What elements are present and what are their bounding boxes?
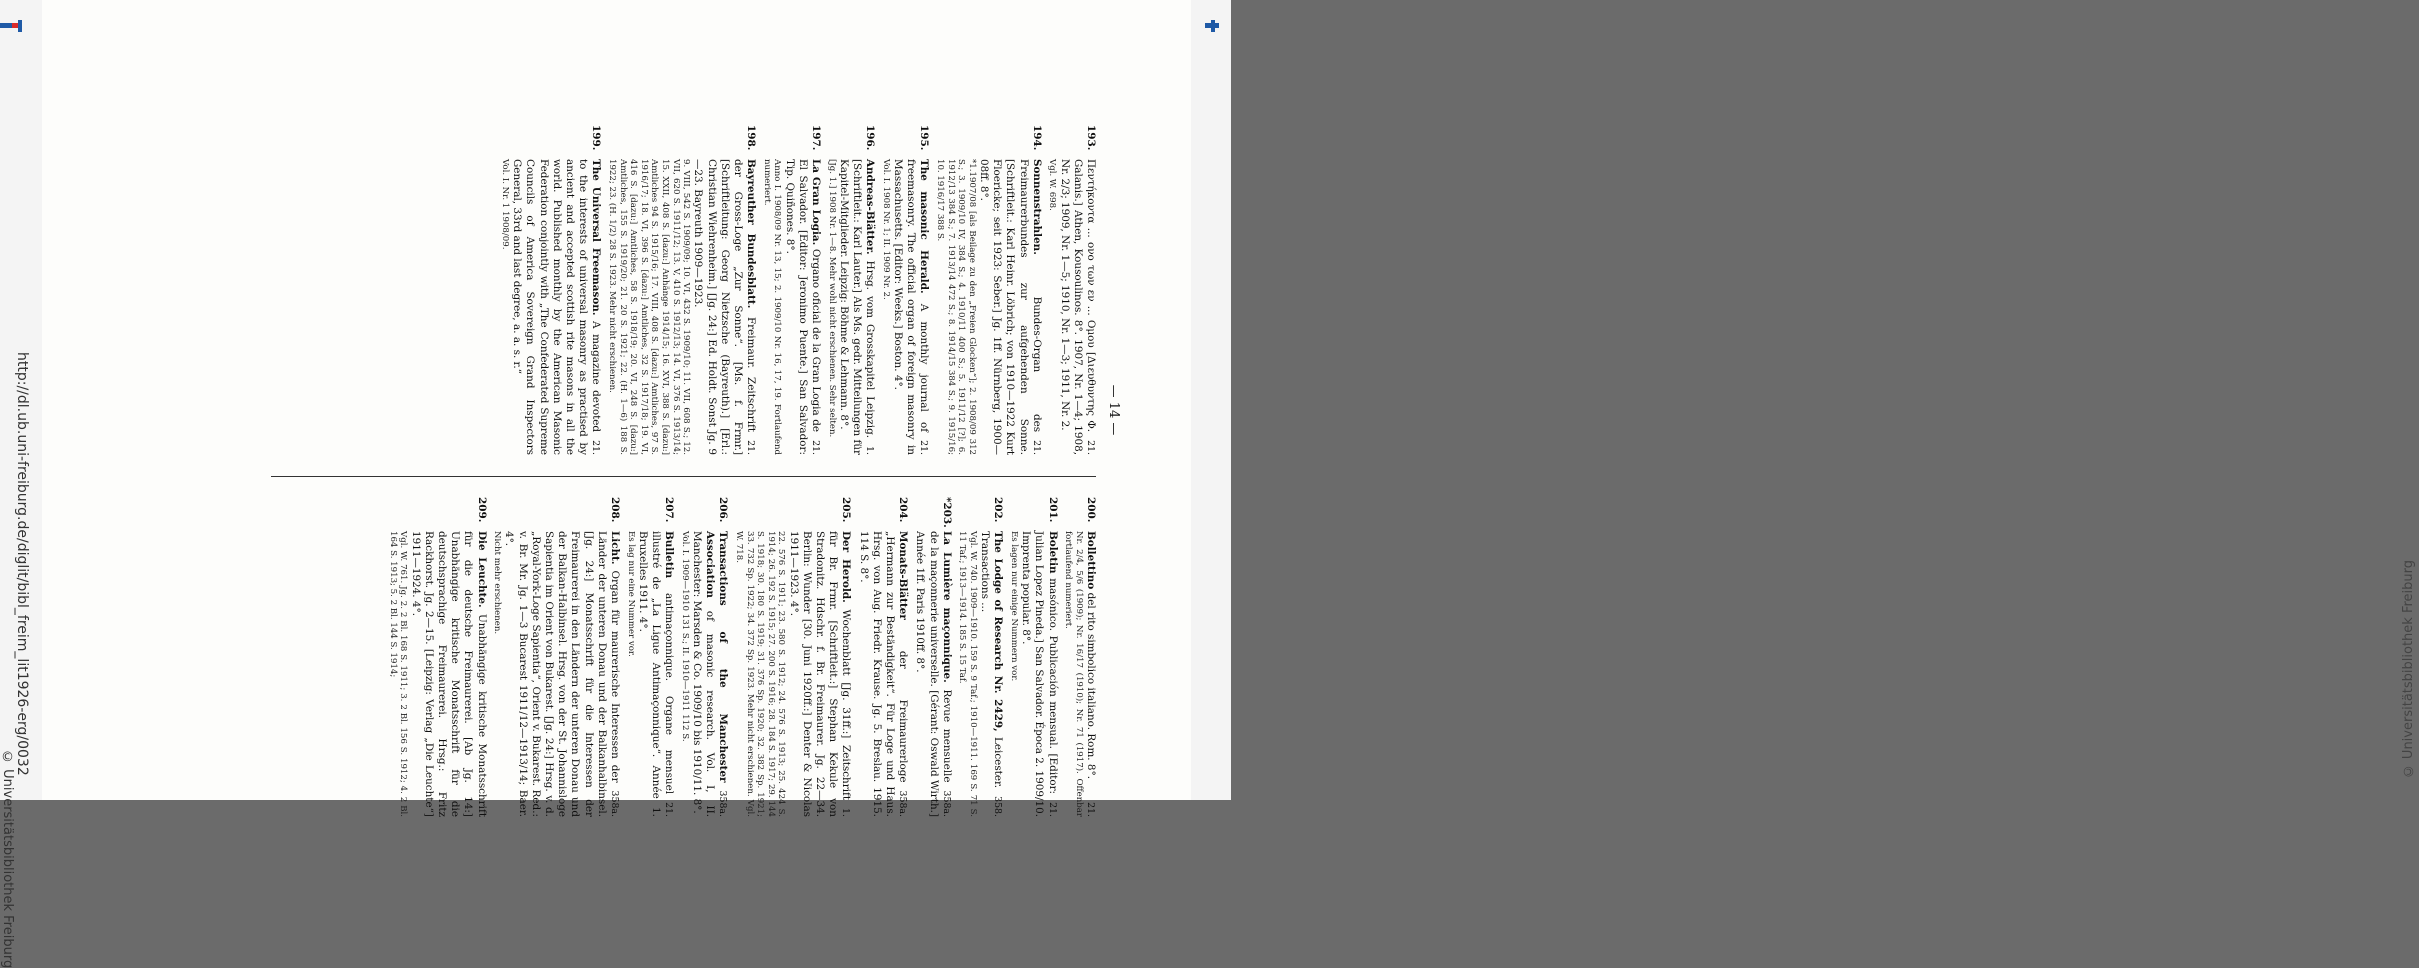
entry-body: del rito simbolico italiano. Rom. 8°. xyxy=(1085,592,1097,780)
entry-body: Freimaur. Zeitschrift der Gross-Loge „Zur Sonne“. [Ms. f. Frmr.] [Schriftleitung: Georg Nietzsche (Bayreuth).] [Erl.: Christian Wiehrenheim.] [Jg. 24:] Ed. Holdt. Sonst Jg. 9—23. Bayreuth 1909—1923. xyxy=(692,159,758,455)
entry-number: 208. xyxy=(609,497,621,523)
entry-number: *203. xyxy=(940,497,953,528)
entry-number: 202. xyxy=(992,497,1005,523)
entry-number: 194. xyxy=(1030,125,1043,151)
bibliography-entry xyxy=(761,125,822,455)
entry-body: Revue mensuelle de la maçonnerie universelle. [Gérant: Oswald Wirth.] Année 1ff. Paris 1910ff. 8°. xyxy=(914,531,953,817)
entry-title: The masonic Herald. xyxy=(918,159,931,294)
bibliography-entry xyxy=(733,497,852,817)
entry-ref: 21. xyxy=(918,440,930,455)
entry-body: A magazine devoted to the interests of universal masonry as practised by ancient and accepted scottish rite masons in all the world. Published monthly by the American Masonic Federation conjointly with „The Confederated Supreme Councils of America Sovereign Grand Inspectors General, 33rd and last degree, a. a. s. r.“ xyxy=(511,159,603,455)
bibliography-entry xyxy=(492,497,621,817)
entry-title: Bollettino xyxy=(1085,531,1097,590)
entry-number: 199. xyxy=(590,125,603,151)
bibliography-entry xyxy=(957,497,1005,817)
entry-note: Vol. I. 1908 Nr. 1; II. 1909 Nr. 2. xyxy=(880,159,891,300)
entry-note: Anno I. 1908/09 Nr. 13, 15; 2. 1909/10 Nr. 16, 17, 19. Fortlaufend numeriert. xyxy=(761,159,783,455)
entry-ref: 21. xyxy=(1085,802,1096,817)
entry-title: Der Herold. xyxy=(840,531,853,603)
entry-title: Die Leuchte. xyxy=(475,531,488,608)
entry-title: Bayreuther Bundesblatt. xyxy=(745,159,758,309)
entry-ref: 358a. xyxy=(609,790,620,817)
entry-ref: 21. xyxy=(663,802,675,817)
entry-number: 195. xyxy=(918,125,931,151)
bibliography-entry xyxy=(856,497,909,817)
entry-body: Organ für maurerische Interessen der Länder der unteren Donau und der Balkanhalbinsel. [Jg. 24:] Monatsschrift für die Interessen der Freimaurerei in den Ländern der unteren Donau und der Balkan-Halbinsel. Hrsg. von der St. Johannisloge Sapientia im Orient von Bukarest. [Jg. 24:] Hrsg. v. d. „Royal-York-Loge Sapientia“, Orient v. Bukarest. Red.: v. Br. Mr. Jg. 1—3 Bucarest 1911/12—1913/14; Baer. 4°. xyxy=(503,531,621,817)
entry-body: A monthly journal of freemasonry. The official organ of foreign masonry in Massachusetts. [Editor: Weeks.] Boston. 4°. xyxy=(892,159,931,455)
watermark-text: © Universitätsbibliothek Freiburg xyxy=(2401,560,2416,779)
entry-ref: 358a. xyxy=(897,790,909,817)
bibliography-entry xyxy=(1008,497,1058,817)
entry-ref: 358a. xyxy=(940,790,952,817)
bibliography-entry xyxy=(625,497,675,817)
entry-ref: 358a. xyxy=(717,790,729,817)
viewer-left-margin xyxy=(0,0,42,968)
entry-ref: 1. xyxy=(864,446,876,455)
entry-ref: 1. xyxy=(840,808,852,817)
entry-title: La Lumière maçonnique. xyxy=(940,531,953,683)
entry-title: Transactions of the Manchester Association xyxy=(704,531,730,783)
entry-note: 22. 576 S. 1911; 23. 580 S. 1912; 24. 576 S. 1913; 25. 424 S. 1914; 26. 192 S. 1915; 27. 200 S. 1916; 28. 184 S. 1917; 29. 144 S. 1918; 30. 180 S. 1919; 31. 376 Sp. 1920; 32. 382 Sp. 1921; 33. 732 Sp. 1922; 34. 372 Sp. 1923. Mehr nicht erschienen. Vgl. W. 718. xyxy=(734,531,787,817)
bibliography-entry xyxy=(679,497,729,817)
entry-note: Vgl. W. 740. 1909—1910. 159 S. 9 Taf.; 1910—1911. 169 S. 71 S. 11 Taf.; 1913—1914. 185 S. 15 Taf. xyxy=(957,531,978,817)
bibliography-entry xyxy=(499,125,602,455)
page-number: — 14 — xyxy=(1106,384,1121,436)
column-divider xyxy=(271,476,1096,477)
entry-number: 209. xyxy=(475,497,488,523)
entry-note: Nicht mehr erschienen. xyxy=(492,531,503,635)
entry-ref: 21. xyxy=(810,440,821,455)
entry-note: Es lag nur eine Nummer vor. xyxy=(625,531,636,657)
right-column xyxy=(383,497,1097,817)
entry-body: Wochenblatt [Jg. 31ff.:] Zeitschrift für Br. Frmr. [Schriftleit.:] Stephan Kekule von Stradonitz. Hdschr. f. Br. Freimaurer. Jg. 22—34. Berlin: Wunder [30. Juni 1920ff.:] Denter & Nicolas 1911—1923. 4°. xyxy=(787,531,853,817)
entry-number: 206. xyxy=(717,497,730,523)
entry-note: [Jg. 1.] 1908 Nr. 1—8. Mehr wohl nicht erschienen. Sehr selten. xyxy=(826,159,837,438)
entry-ref: 21. xyxy=(1085,440,1096,455)
entry-body: der Freimaurerloge „Hermann zur Beständigkeit“. Für Loge und Haus. Hrsg. von Aug. Friedr. Krause. Jg. 5. Breslau. 1915. 114 S. 8°. xyxy=(857,531,910,817)
entry-number: 204. xyxy=(897,497,910,523)
entry-note: Vgl. W. 761. Jg. 2. 2 Bl. 168 S. 1911; 3. 2 Bl. 156 S. 1912; 4. 2 Bl. 164 S. 1913; 5. 2 Bl. 144 S. 1914; xyxy=(387,531,409,817)
entry-body: Leicester. Transactions ... xyxy=(979,531,1005,789)
entry-number: 198. xyxy=(745,125,758,151)
viewer-right-margin xyxy=(1191,0,2416,800)
entry-number: 197. xyxy=(810,125,822,151)
entry-body: masónico. Publicación mensual. [Editor: Julian Lopez Pineda.] San Salvador. Época 2. 1909/10. Imprenta popular. 8°. xyxy=(1020,531,1059,817)
entry-title: Andreas-Blätter. xyxy=(864,159,877,255)
entry-number: 196. xyxy=(864,125,877,151)
entry-body: Organo oficial de la Gran Logia de El Salvador. [Editor: Jeronimo Puente.] San Salvador: Tip. Quiñones. 8°. xyxy=(783,159,822,455)
copyright-notice: © Universitätsbibliothek Freiburg xyxy=(0,750,15,968)
entry-title: Sonnenstrahlen. xyxy=(1030,159,1043,255)
entry-body: Unabhängige kritische Monatsschrift für die deutsche Freimaurerei. [Ab Jg. 14:] Unabhängige kritische Monatsschrift für die deutschsprachige Freimaurerei. Hrsg.: Fritz Rackhorst. Jg. 2—15. [Leipzig: Verlag „Die Leuchte“] 1911—1924. 4°. xyxy=(409,531,488,817)
entry-ref: 21. xyxy=(1030,440,1042,455)
entry-number: 200. xyxy=(1085,497,1097,523)
entry-title: The Lodge of Research Nr. 2429, xyxy=(992,531,1005,732)
entry-note: Vol. I. 1909—1910 131 S.; II. 1910—1911 112 S. xyxy=(679,531,690,742)
entry-number: 201. xyxy=(1046,497,1059,523)
bibliography-entry xyxy=(1063,497,1097,817)
bibliography-entry xyxy=(606,125,757,455)
entry-number: 193. xyxy=(1085,125,1097,151)
entry-note: Es lagen nur einige Nummern vor. xyxy=(1009,531,1019,682)
entry-body: Bundes-Organ des Freimaurerbundes zur aufgehenden Sonne. [Schriftleit.: Karl Heinr. Löbrich; von 1910—1922 Kurt Floericke; seit 1923: Seber.] Jg. 1ff. Nürnberg, 1900—08ff. 8°. xyxy=(977,159,1043,455)
scanned-page xyxy=(42,0,1191,817)
entry-note: Vgl. W. 698. xyxy=(1047,159,1058,211)
entry-title: The Universal Freemason. xyxy=(590,159,603,316)
entry-title: Boletin xyxy=(1046,531,1059,574)
bibliography-entry xyxy=(826,125,876,455)
entry-ref: 358. xyxy=(992,796,1004,817)
entry-title: Bulletin xyxy=(663,531,676,579)
entry-number: 205. xyxy=(840,497,853,523)
library-logo-icon xyxy=(1205,20,1231,34)
entry-number: 207. xyxy=(663,497,676,523)
bibliography-entry xyxy=(934,125,1042,455)
entry-note: 9. VIII, 542 S. 1909/09; 10. VI, 432 S. 1909/10; 11. VII, 608 S.; 12. VII, 620 S. 1911/12; 13. V, 410 S. 1912/13; 14. VI, 376 S. 1913/14; 15. XXII, 408 S. [dazu:] Anhänge 1914/15; 16. XVI, 388 S. [dazu:] Amtliches 94 S. 1915/16; 17. VIII, 408 S. [dazu:] Amtliches, 97 S. 1916/17; 18. VI, 396 S. [dazu:] Amtliches, 32 S. 1917/18; 19. VI, 416 S. [dazu:] Amtliches, 58 S. 1918/19; 20. VI, 248 S. [dazu:] Amtliches, 155 S. 1919/20; 21. 20 S. 1921; 22. (H. 1—6) 188 S. 1922; 23. (H. 1/2) 28 S. 1923. Mehr nicht erschienen. xyxy=(607,159,692,455)
entry-body: Hrsg. vom Grosskapitel Leipzig. [Schriftleit.: Karl Lauter.] Als Ms. gedr. Mitteilungen für Kapitel-Mitglieder. Leipzig: Böhme & Lehmann. 8°. xyxy=(837,159,877,455)
left-column xyxy=(495,125,1097,455)
bibliography-entry xyxy=(1047,125,1097,455)
entry-ref: 21. xyxy=(1046,802,1058,817)
entry-note: Vol. I. Nr. 1 1908/09. xyxy=(500,159,511,250)
entry-body: Πεντήκοντα ... ονο των εν ... Ομου [Διευθυντης Φ. Galanis.] Athen, Kousoulinos. 8°. 1907, Nr. 1—4; 1908, Nr. 2/3; 1909, Nr. 1—5; 1910, Nr. 1—3; 1911, Nr. 2. xyxy=(1058,159,1097,455)
entry-note: *1.1907/08 [als Beilage zu den „Freien Glocken“]; 2. 1908/09 312 S.; 3. 1909/10 IV, 384 S.; 4. 1910/11 400 S.; 5. 1911/12 [?]; 6. 1912/13 384 S.; 7. 1913/14 472 S.; 8. 1914/15 384 S.; 9. 1915/16; 10. 1916/17 388 S. xyxy=(935,159,977,455)
entry-body: of masonic research. Vol. I, II. Manchester: Marsden & Co. 1909/10 bis 1910/11. 8°. xyxy=(691,531,717,817)
entry-note: Nr. 2/4, 5/6 (1909); Nr. 16/17 (1910); Nr. 71 (1917). Offenbar fortlaufend numeriert. xyxy=(1063,531,1084,817)
bibliography-entry xyxy=(387,497,487,817)
rotated-page-content xyxy=(42,0,1191,817)
source-url[interactable]: http://dl.ub.uni-freiburg.de/diglit/bibl_freim_lit1926-erg/0032 xyxy=(14,352,30,776)
entry-title: La Gran Logia. xyxy=(810,159,822,246)
entry-ref: 21. xyxy=(745,440,757,455)
library-logo-icon xyxy=(0,20,26,34)
entry-ref: 21. xyxy=(590,440,602,455)
entry-title: Monats-Blätter xyxy=(897,531,910,620)
entry-title: Licht. xyxy=(609,531,621,565)
entry-body: antimaçonnique. Organe mensuel illustré de „La Ligue Antimaçonnique“. Année 1. Bruxelles 1911. 4°. xyxy=(636,531,676,817)
bibliography-entry xyxy=(880,125,930,455)
bibliography-entry xyxy=(913,497,953,817)
